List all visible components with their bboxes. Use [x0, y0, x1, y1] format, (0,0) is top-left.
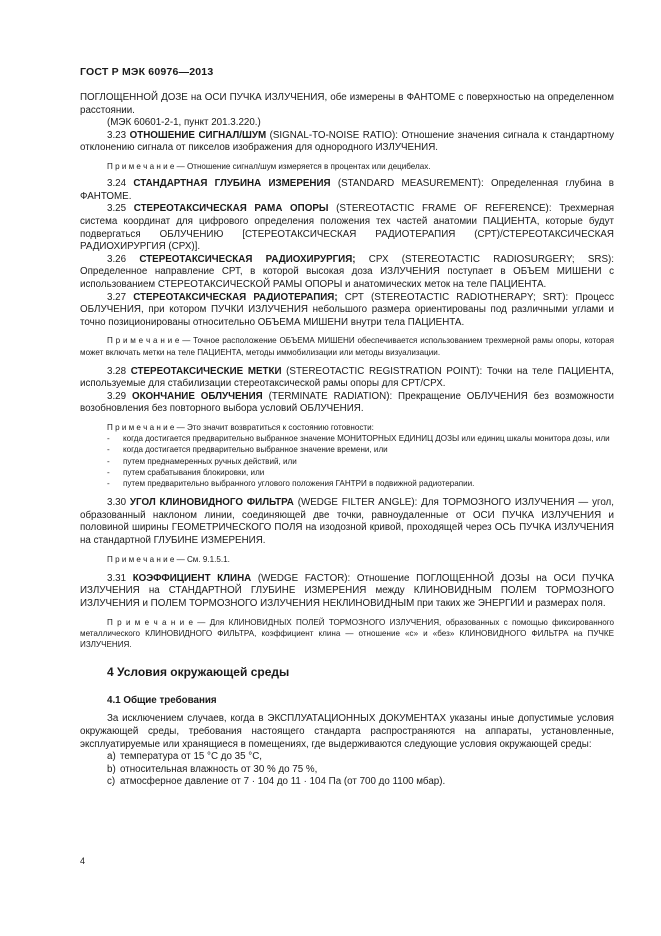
term-number: 3.28 [107, 365, 127, 377]
term-name: ОКОНЧАНИЕ ОБЛУЧЕНИЯ [131, 390, 263, 402]
term-3-28 [80, 366, 614, 391]
condition-item: a) температура от 15 °С до 35 °С, [107, 751, 262, 763]
note-3-31: П р и м е ч а н и е — Для КЛИНОВИДНЫХ ПОЛЕЙ ТОРМОЗНОГО ИЗЛУЧЕНИЯ, образованных с помощью фиксированного металлического КЛИНОВИДНОГО ФИЛЬТРА, коэффициент клина — отношение «с» и «без» КЛИНОВИДНОГО ФИЛЬТРА на ПУЧКЕ ИЗЛУЧЕНИЯ. [80, 617, 614, 650]
term-definition: (WEDGE FILTER ANGLE): Для ТОРМОЗНОГО ИЗЛУЧЕНИЯ — угол, образованный наклоном линии, соединяющей две точки, равноудаленные от ОСИ ПУЧКА ИЗЛУЧЕНИЯ и половиной ширины ГЕОМЕТРИЧЕСКОГО ПОЛЯ на изодозной кривой, проходящей через ОСЬ ПУЧКА ИЗЛУЧЕНИЯ на стандартной ГЛУБИНЕ ИЗМЕРЕНИЯ. [80, 497, 614, 547]
list-item: - путем предварительно выбранного углового положения ГАНТРИ в подвижной радиотерапии. [107, 479, 475, 489]
reference: (МЭК 60601-2-1, пункт 201.3.220.) [107, 117, 261, 129]
page-number: 4 [80, 856, 86, 866]
note-3-30: П р и м е ч а н и е — См. 9.1.5.1. [107, 554, 230, 564]
term-definition: (STEREOTACTIC REGISTRATION POINT): Точки на теле ПАЦИЕНТА, используемые для стабилизации стереотаксической рамы опоры для СРТ/СРХ. [80, 365, 614, 390]
term-3-29 [80, 391, 614, 416]
term-definition: (STEREOTACTIC FRAME OF REFERENCE): Трехмерная система координат для цифрового определения положения тех частей анатомии ПАЦИЕНТА, которые будут подвергаться ОБЛУЧЕНИЮ [СТЕРЕОТАКСИЧЕСКАЯ РАДИОТЕРАПИЯ (СРТ)/СТЕРЕОТАКСИЧЕСКАЯ РАДИОХИРУРГИЯ (СРХ)]. [80, 203, 615, 253]
list-item: - когда достигается предварительно выбранное значение МОНИТОРНЫХ ЕДИНИЦ ДОЗЫ или единиц шкалы монитора дозы, или [107, 434, 610, 444]
term-3-26 [80, 254, 614, 292]
list-item: - путем срабатывания блокировки, или [107, 467, 265, 477]
term-number: 3.24 [107, 178, 127, 190]
term-3-27 [80, 292, 614, 330]
section-heading: 4 Условия окружающей среды [107, 665, 290, 680]
term-3-24 [80, 178, 614, 203]
term-name: СТЕРЕОТАКСИЧЕСКАЯ РАДИОТЕРАПИЯ; [133, 291, 338, 303]
term-name: СТЕРЕОТАКСИЧЕСКИЕ МЕТКИ [130, 365, 282, 377]
term-number: 3.30 [107, 497, 127, 509]
note-3-29-list [80, 433, 614, 489]
note-3-27: П р и м е ч а н и е — Точное расположение ОБЪЕМА МИШЕНИ обеспечивается использованием трехмерной рамы опоры, которая может включать метки на теле ПАЦИЕНТА, методы иммобилизации или методы визуализации. [80, 336, 614, 357]
paragraph-continuation: ПОГЛОЩЕННОЙ ДОЗЕ на ОСИ ПУЧКА ИЗЛУЧЕНИЯ, обе измерены в ФАНТОМЕ с поверхностью на определенном расстоянии. [80, 92, 614, 116]
term-number: 3.31 [107, 572, 127, 584]
term-number: 3.23 [107, 129, 127, 141]
term-definition: (WEDGE FACTOR): Отношение ПОГЛОЩЕННОЙ ДОЗЫ на ОСИ ПУЧКА ИЗЛУЧЕНИЯ на СТАНДАРТНОЙ ГЛУБИНЕ ИЗМЕРЕНИЯ между КЛИНОВИДНЫМ ПОЛЕМ ТОРМОЗНОГО ИЗЛУЧЕНИЯ и ПОЛЕМ ТОРМОЗНОГО ИЗЛУЧЕНИЯ НЕКЛИНОВИДНЫМ при таких же ЭНЕРГИИ и размерах поля. [80, 572, 615, 610]
term-definition: СРТ (STEREOTACTIC RADIOTHERAPY; SRT): Процесс ОБЛУЧЕНИЯ, при котором ПУЧКИ ИЗЛУЧЕНИЯ небольшого размера ориентированы под различными углами и точно позиционированы относительно ОБЪЕМА МИШЕНИ внутри тела ПАЦИЕНТА. [80, 291, 614, 328]
term-3-30 [80, 497, 614, 547]
term-name: ОТНОШЕНИЕ СИГНАЛ/ШУМ [129, 129, 267, 141]
subsection-heading: 4.1 Общие требования [107, 694, 217, 706]
term-name: СТЕРЕОТАКСИЧЕСКАЯ РАМА ОПОРЫ [133, 203, 329, 215]
document-header: ГОСТ Р МЭК 60976—2013 [80, 66, 214, 78]
term-number: 3.25 [107, 203, 127, 215]
list-item: - путем преднамеренных ручных действий, или [107, 456, 297, 466]
term-definition: (TERMINATE RADIATION): Прекращение ОБЛУЧЕНИЯ без возможности возобновления без повторного выбора условий ОБЛУЧЕНИЯ. [80, 390, 614, 415]
term-name: УГОЛ КЛИНОВИДНОГО ФИЛЬТРА [129, 497, 294, 509]
term-definition: (STANDARD MEASUREMENT): Определенная глубина в ФАНТОМЕ. [80, 178, 614, 202]
note-3-29: П р и м е ч а н и е — Это значит возвратиться к состоянию готовности: [107, 423, 374, 433]
term-name: СТАНДАРТНАЯ ГЛУБИНА ИЗМЕРЕНИЯ [133, 178, 331, 190]
term-3-23 [80, 130, 614, 155]
condition-item: b) относительная влажность от 30 % до 75 %, [107, 763, 318, 775]
term-number: 3.27 [107, 291, 127, 303]
condition-item: c) атмосферное давление от 7 · 104 до 11 · 104 Па (от 700 до 1100 мбар). [107, 776, 446, 788]
document-body [80, 92, 614, 789]
term-number: 3.29 [107, 390, 127, 402]
term-name: КОЭФФИЦИЕНТ КЛИНА [132, 572, 252, 584]
note-3-23: П р и м е ч а н и е — Отношение сигнал/шум измеряется в процентах или децибелах. [107, 161, 431, 171]
term-3-25 [80, 203, 614, 253]
term-number: 3.26 [107, 253, 127, 265]
term-definition: (SIGNAL-TO-NOISE RATIO): Отношение значения сигнала к стандартному отклонению сигнала от пикселов изображения для однородного ИЗЛУЧЕНИЯ. [80, 129, 614, 154]
term-definition: СРХ (STEREOTACTIC RADIOSURGERY; SRS): Определенное направление СРТ, в которой высокая доза ИЗЛУЧЕНИЯ поступает в ОБЪЕМ МИШЕНИ с использованием СТЕРЕОТАКСИЧЕСКОЙ РАМЫ ОПОРЫ и анатомических меток на теле ПАЦИЕНТА. [80, 253, 614, 290]
term-name: СТЕРЕОТАКСИЧЕСКАЯ РАДИОХИРУРГИЯ; [139, 253, 356, 265]
term-3-31 [80, 573, 614, 611]
section-text: За исключением случаев, когда в ЭКСПЛУАТАЦИОННЫХ ДОКУМЕНТАХ указаны иные допустимые условия окружающей среды, требования настоящего стандарта распространяются на аппараты, установленные, эксплуатируемые или хранящиеся в помещениях, где выдерживаются следующие условия окружающей среды: [80, 713, 614, 750]
list-item: - когда достигается предварительно выбранное значение времени, или [107, 445, 388, 455]
